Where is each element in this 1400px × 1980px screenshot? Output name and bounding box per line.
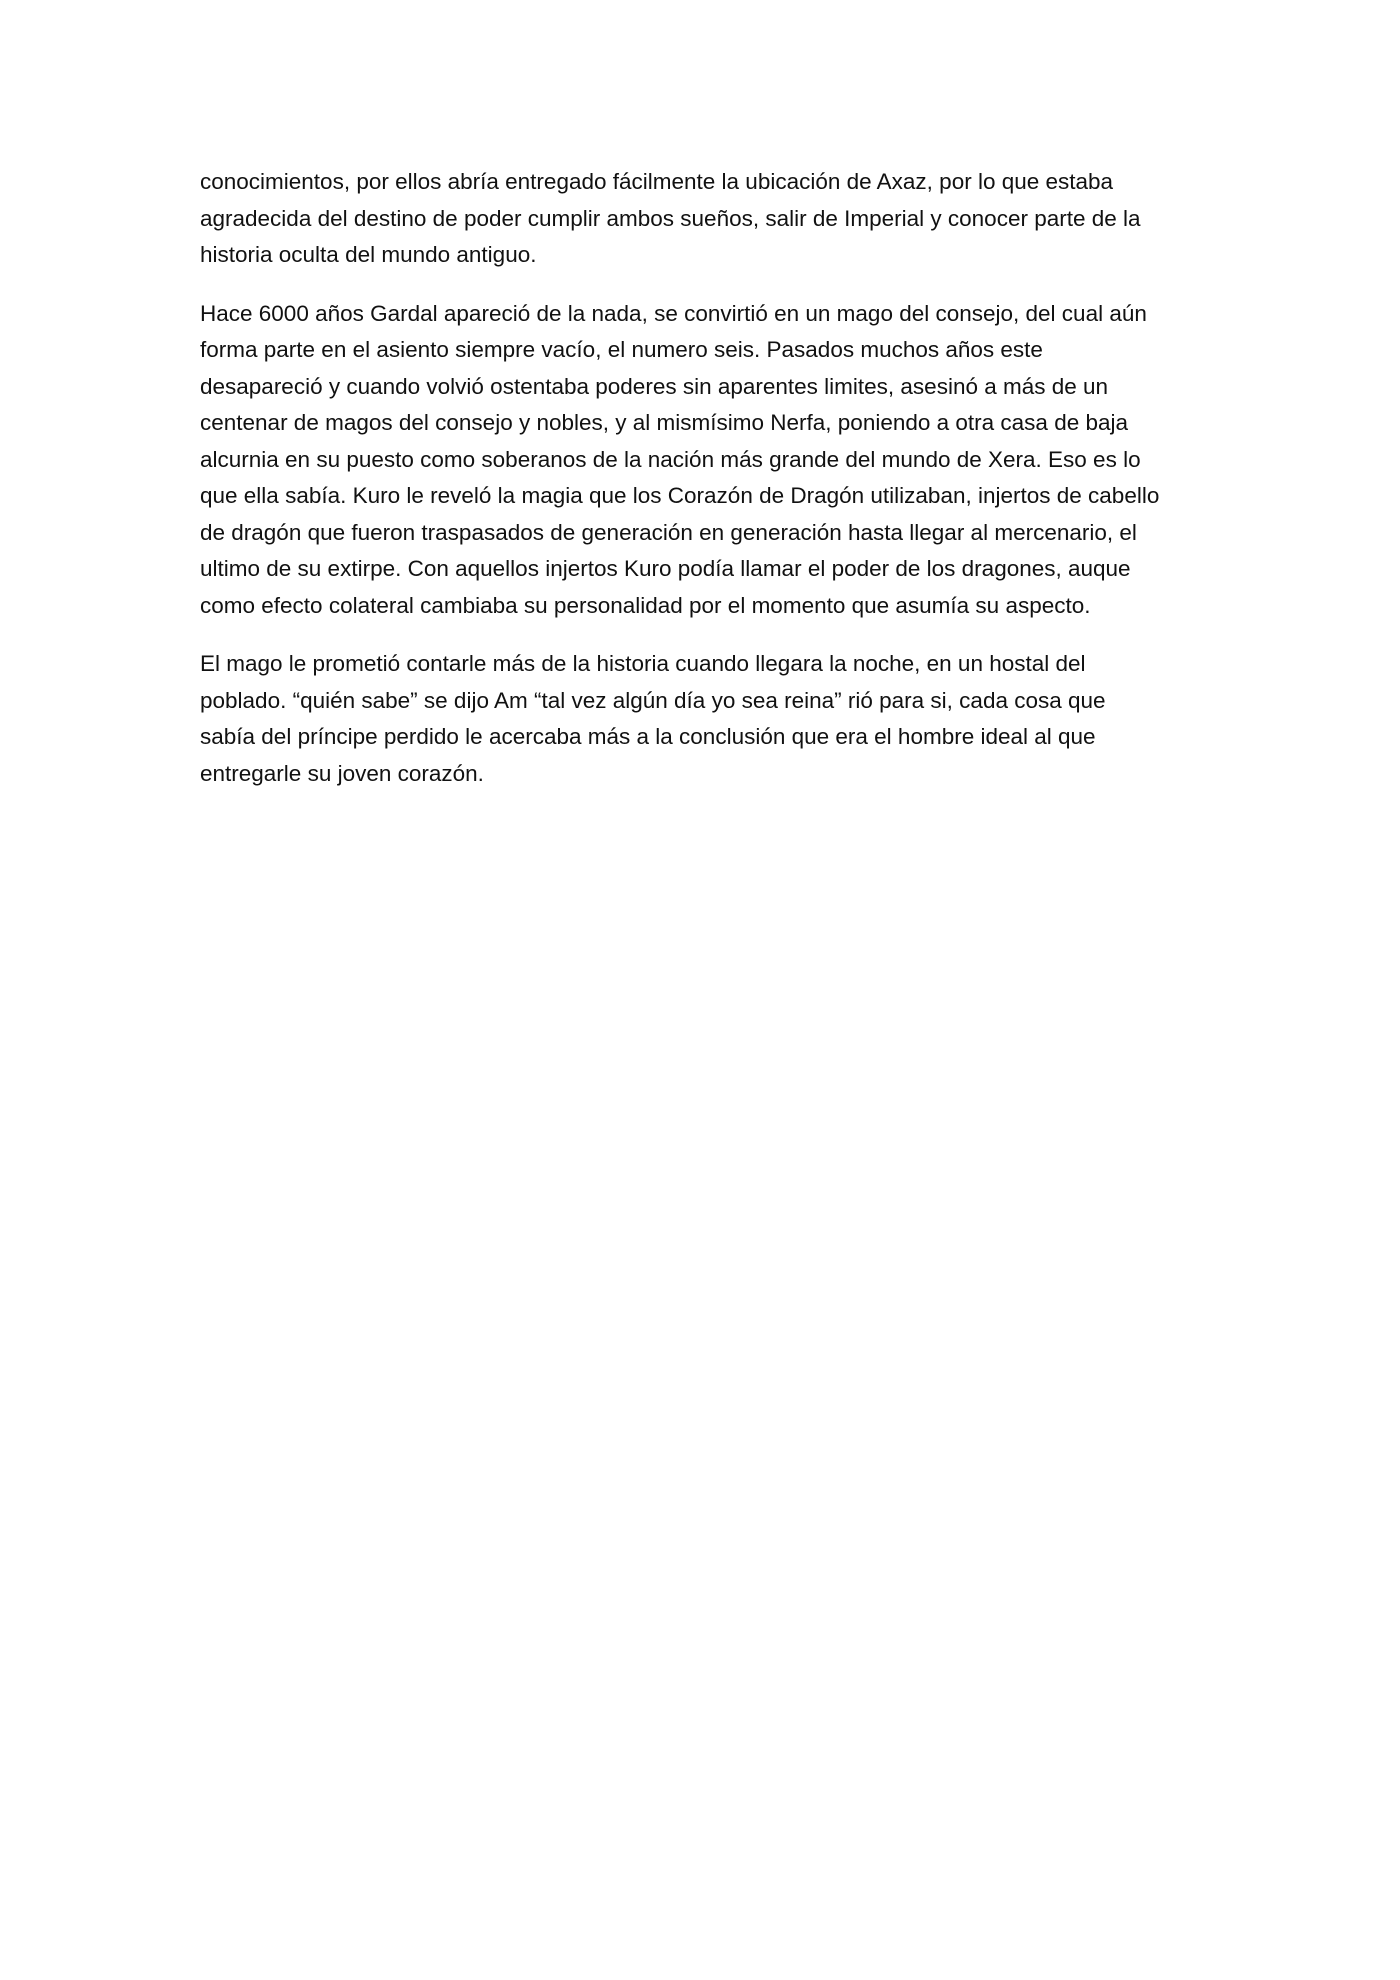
text-line: sabía del príncipe perdido le acercaba más a la conclusión que era el hombre ideal al que bbox=[200, 724, 1096, 749]
text-line: forma parte en el asiento siempre vacío, el numero seis. Pasados muchos años este bbox=[200, 337, 1043, 362]
text-line: ultimo de su extirpe. Con aquellos injertos Kuro podía llamar el poder de los dragones, auque bbox=[200, 556, 1131, 581]
text-line: centenar de magos del consejo y nobles, y al mismísimo Nerfa, poniendo a otra casa de baja bbox=[200, 410, 1129, 435]
text-line: como efecto colateral cambiaba su personalidad por el momento que asumía su aspecto. bbox=[200, 592, 1091, 618]
document-body bbox=[200, 164, 1200, 814]
text-line: historia oculta del mundo antiguo. bbox=[200, 242, 537, 267]
paragraph-3 bbox=[200, 646, 1200, 792]
text-line: entregarle su joven corazón. bbox=[200, 760, 484, 786]
text-line: que ella sabía. Kuro le reveló la magia que los Corazón de Dragón utilizaban, injertos de cabello bbox=[200, 483, 1160, 508]
text-line: El mago le prometió contarle más de la historia cuando llegara la noche, en un hostal del bbox=[200, 651, 1086, 676]
text-line: conocimientos, por ellos abría entregado fácilmente la ubicación de Axaz, por lo que estaba bbox=[200, 169, 1114, 194]
paragraph-2 bbox=[200, 296, 1200, 625]
text-line: Hace 6000 años Gardal apareció de la nada, se convirtió en un mago del consejo, del cual aún bbox=[200, 300, 1147, 326]
text-line: poblado. “quién sabe” se dijo Am “tal vez algún día yo sea reina” rió para si, cada cosa que bbox=[200, 687, 1106, 713]
text-line: alcurnia en su puesto como soberanos de la nación más grande del mundo de Xera. Eso es lo bbox=[200, 446, 1141, 472]
text-line: de dragón que fueron traspasados de generación en generación hasta llegar al mercenario, el bbox=[200, 519, 1137, 545]
text-line: agradecida del destino de poder cumplir ambos sueños, salir de Imperial y conocer parte de la bbox=[200, 205, 1141, 231]
text-line: desapareció y cuando volvió ostentaba poderes sin aparentes limites, asesinó a más de un bbox=[200, 373, 1109, 399]
paragraph-1 bbox=[200, 164, 1200, 274]
